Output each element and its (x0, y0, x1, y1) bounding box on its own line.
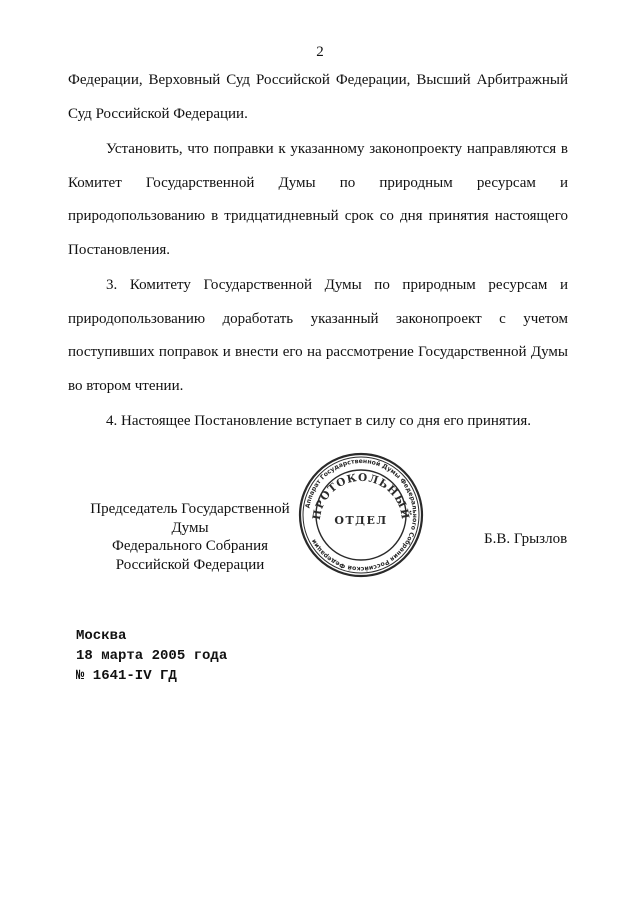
seal-outer-text: Аппарат Государственной Думы Федерального Собрания Российской Федерации (304, 457, 419, 573)
paragraph-3-text: 3. Комитету Государственной Думы по природным ресурсам и природопользованию доработать указанный законопроект с учетом поступивших поправок и внести его на рассмотрение Государственной Думы во втором чтении. (68, 277, 568, 394)
page-number: 2 (316, 44, 324, 60)
paragraph-4-text: 4. Настоящее Постановление вступает в силу со дня его принятия. (106, 413, 532, 429)
paragraph-amendments (68, 133, 568, 267)
official-seal (298, 452, 424, 578)
paragraph-continuation (68, 64, 568, 131)
signatory-title-line-3: Российской Федерации (115, 556, 265, 573)
seal-stamp-graphic (298, 452, 424, 578)
footer-number: № 1641-IV ГД (76, 668, 177, 684)
document-body (68, 64, 568, 439)
paragraph-item-4 (68, 405, 568, 439)
signatory-title-line-2: Федерального Собрания (111, 538, 269, 554)
document-footer (76, 626, 227, 686)
signatory-title (70, 500, 310, 574)
paragraph-item-3 (68, 269, 568, 403)
signatory-name: Б.В. Грызлов (484, 531, 568, 547)
footer-city: Москва (76, 628, 127, 644)
seal-center-text: ОТДЕЛ (334, 514, 388, 527)
paragraph-1-text: Федерации, Верховный Суд Российской Федерации, Высший Арбитражный Суд Российской Федерации. (68, 72, 568, 122)
signatory-title-line-1: Председатель Государственной Думы (90, 501, 290, 536)
footer-date: 18 марта 2005 года (76, 648, 228, 664)
paragraph-2-text: Установить, что поправки к указанному законопроекту направляются в Комитет Государственной Думы по природным ресурсам и природопользованию в тридцатидневный срок со дня принятия настоящего Постановления. (68, 141, 568, 258)
seal-middle-text: ПРОТОКОЛЬНЫЙ (310, 471, 412, 521)
